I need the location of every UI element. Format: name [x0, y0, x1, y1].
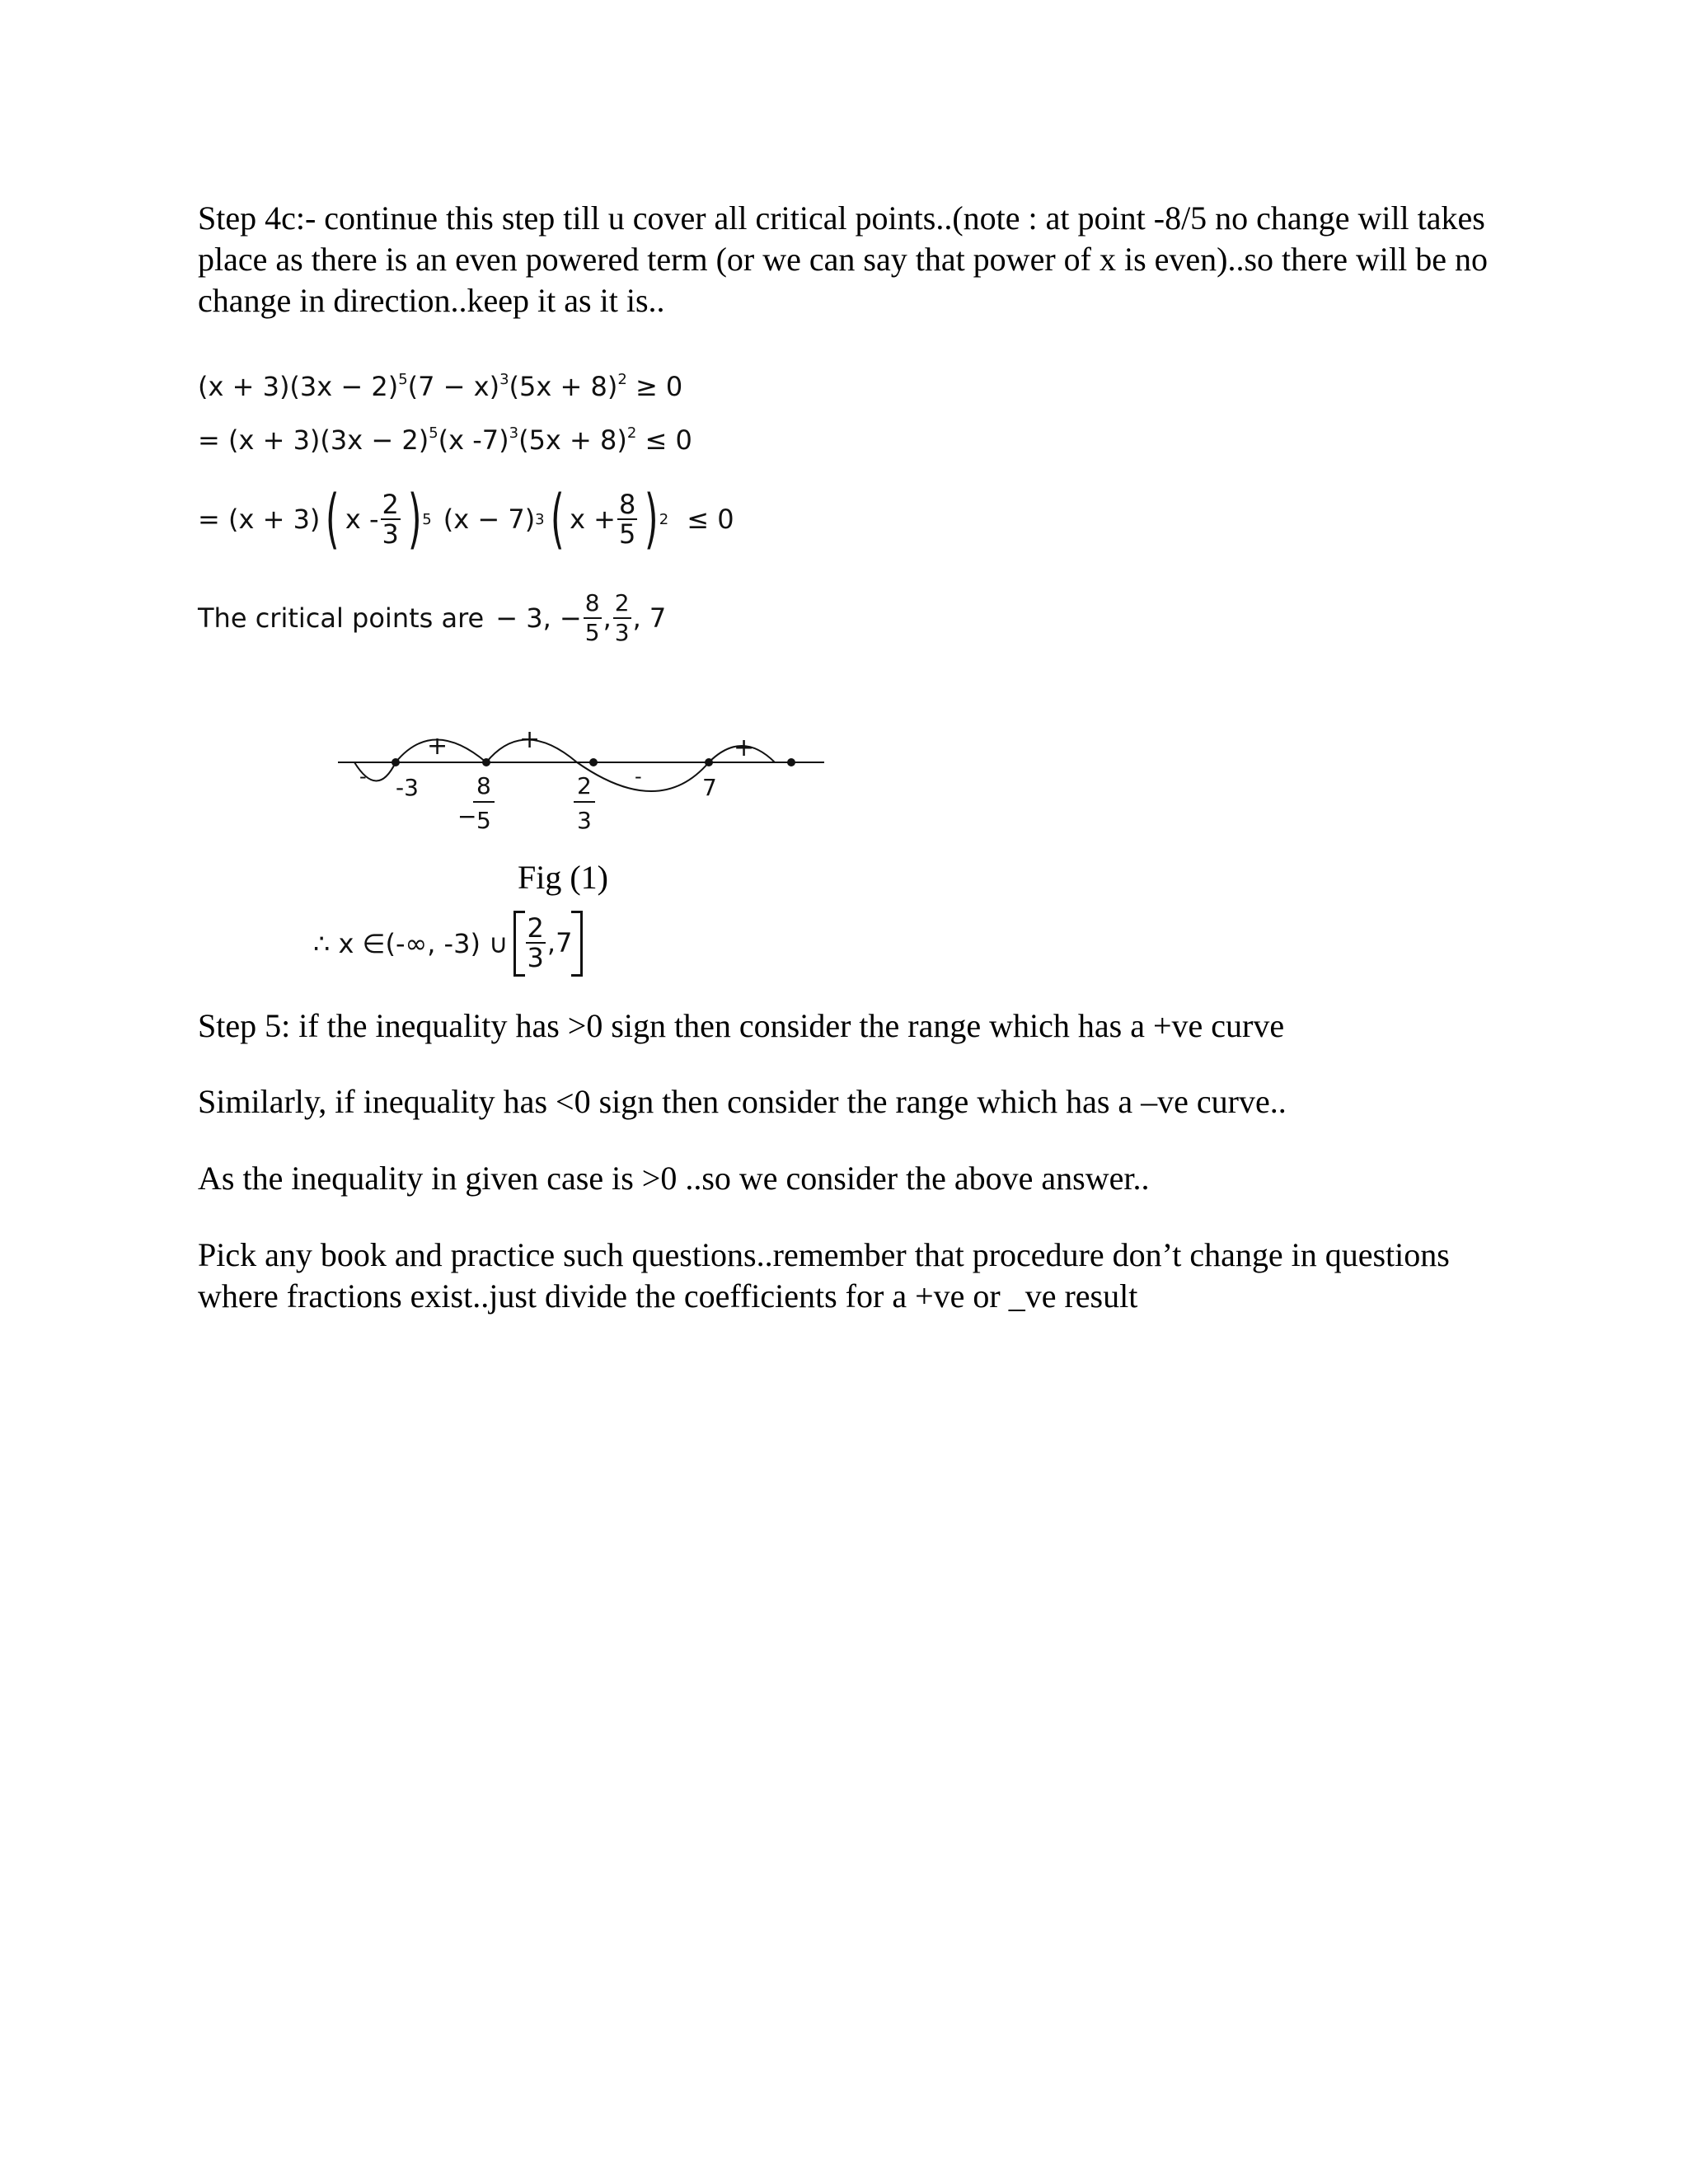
- line1-power-2: 3: [499, 371, 509, 388]
- line1-power-3: 2: [617, 371, 627, 388]
- inequality-line-2: [198, 424, 692, 456]
- fraction-two-thirds: [381, 490, 401, 548]
- given-case-paragraph: As the inequality in given case is >0 ..so we consider the above answer..: [198, 1160, 1150, 1197]
- critical-point-dot: [787, 758, 795, 766]
- critical-point-dot: [589, 758, 598, 766]
- line1-power-1: 5: [398, 371, 408, 388]
- line2-relation: ≤ 0: [645, 424, 692, 456]
- line2-lead: = (x + 3)(3x − 2): [198, 424, 429, 456]
- line3-power-3: 2: [659, 510, 669, 528]
- fraction-numerator: 8: [618, 489, 636, 520]
- line3-power-2: 3: [535, 510, 545, 528]
- line3-lead: = (x + 3): [198, 504, 321, 535]
- fraction-denominator: 5: [618, 518, 636, 550]
- fraction-numerator: 2: [527, 912, 544, 944]
- line2-mid-2: (5x + 8): [518, 424, 627, 456]
- right-paren-2: ): [645, 482, 659, 556]
- line1-lead: (x + 3)(3x − 2): [198, 371, 399, 402]
- closed-interval-bracket: [513, 911, 584, 977]
- left-paren-2: (: [550, 482, 565, 556]
- critical-point-dot: [392, 758, 400, 766]
- point-label-7: 7: [702, 774, 717, 801]
- critical-tail: , 7: [632, 602, 667, 634]
- line2-power-3: 2: [626, 424, 637, 442]
- line2-power-1: 5: [429, 424, 438, 442]
- sign-label-3: +: [519, 725, 541, 754]
- answer-fraction-two-thirds: [526, 914, 546, 972]
- fraction-denominator: 3: [527, 942, 544, 973]
- left-paren-1: (: [326, 482, 340, 556]
- figure-caption: Fig (1): [518, 859, 608, 896]
- line1-mid-1: (7 − x): [407, 371, 500, 402]
- critical-point-dot: [705, 758, 713, 766]
- point-frac-8-num: 8: [476, 772, 491, 799]
- line3-relation: ≤ 0: [687, 504, 734, 535]
- fraction-denominator: 3: [382, 518, 399, 550]
- step-5-paragraph: Step 5: if the inequality has >0 sign then consider the range which has a +ve curve: [198, 1007, 1285, 1044]
- fraction-denominator: 5: [584, 619, 600, 646]
- sign-label-1: -: [359, 765, 367, 788]
- answer-line: [313, 898, 583, 989]
- inequality-line-1: [198, 371, 682, 402]
- critical-fraction-eight-fifths: [584, 589, 602, 647]
- critical-point-dot: [482, 758, 490, 766]
- critical-points-line: [198, 581, 666, 655]
- line1-relation: ≥ 0: [635, 371, 683, 402]
- fraction-numerator: 8: [584, 589, 602, 619]
- sign-label-4: -: [635, 765, 642, 788]
- similarly-paragraph: Similarly, if inequality has <0 sign then consider the range which has a –ve curve..: [198, 1083, 1287, 1120]
- line3-mid: (x − 7): [443, 504, 536, 535]
- fraction-numerator: 2: [382, 489, 399, 520]
- practice-paragraph: Pick any book and practice such questions..remember that procedure don’t change in questions where fractions exist..just divide the coefficients for a +ve or _ve result: [198, 1236, 1450, 1315]
- point-frac-2-num: 2: [577, 772, 592, 799]
- critical-value-1: − 3, −: [495, 602, 582, 634]
- line2-power-2: 3: [509, 424, 519, 442]
- answer-lead: ∴ x ∈(-∞, -3) ∪: [313, 928, 509, 959]
- critical-fraction-two-thirds: [613, 589, 631, 647]
- answer-tail: ,7: [546, 927, 573, 958]
- line2-mid-1: (x -7): [438, 424, 509, 456]
- critical-separator: ,: [603, 602, 612, 634]
- critical-points-text: The critical points are: [198, 602, 485, 634]
- line3-frac2-prefix: x +: [570, 504, 616, 535]
- right-paren-1: ): [407, 482, 422, 556]
- sign-label-5: +: [734, 733, 755, 762]
- point-frac-8-den: 5: [476, 807, 491, 834]
- fraction-numerator: 2: [613, 589, 631, 619]
- step-4c-paragraph: Step 4c:- continue this step till u cover all critical points..(note : at point -8/5 no change will takes place as there is an even powered term (or we can say that power of x is even)..so there will be no change in direction..keep it as it is..: [198, 199, 1488, 319]
- point-label-minus-3: -3: [396, 774, 419, 801]
- line3-power-1: 5: [422, 510, 432, 528]
- fraction-denominator: 3: [614, 619, 630, 646]
- sign-label-2: +: [427, 732, 448, 761]
- fraction-eight-fifths: [617, 490, 637, 548]
- line1-mid-2: (5x + 8): [509, 371, 618, 402]
- number-line-figure: [330, 705, 841, 853]
- line3-frac1-prefix: x -: [345, 504, 379, 535]
- point-frac-2-den: 3: [577, 807, 592, 834]
- inequality-line-3: [198, 474, 734, 565]
- point-minus-sign: −: [457, 803, 477, 830]
